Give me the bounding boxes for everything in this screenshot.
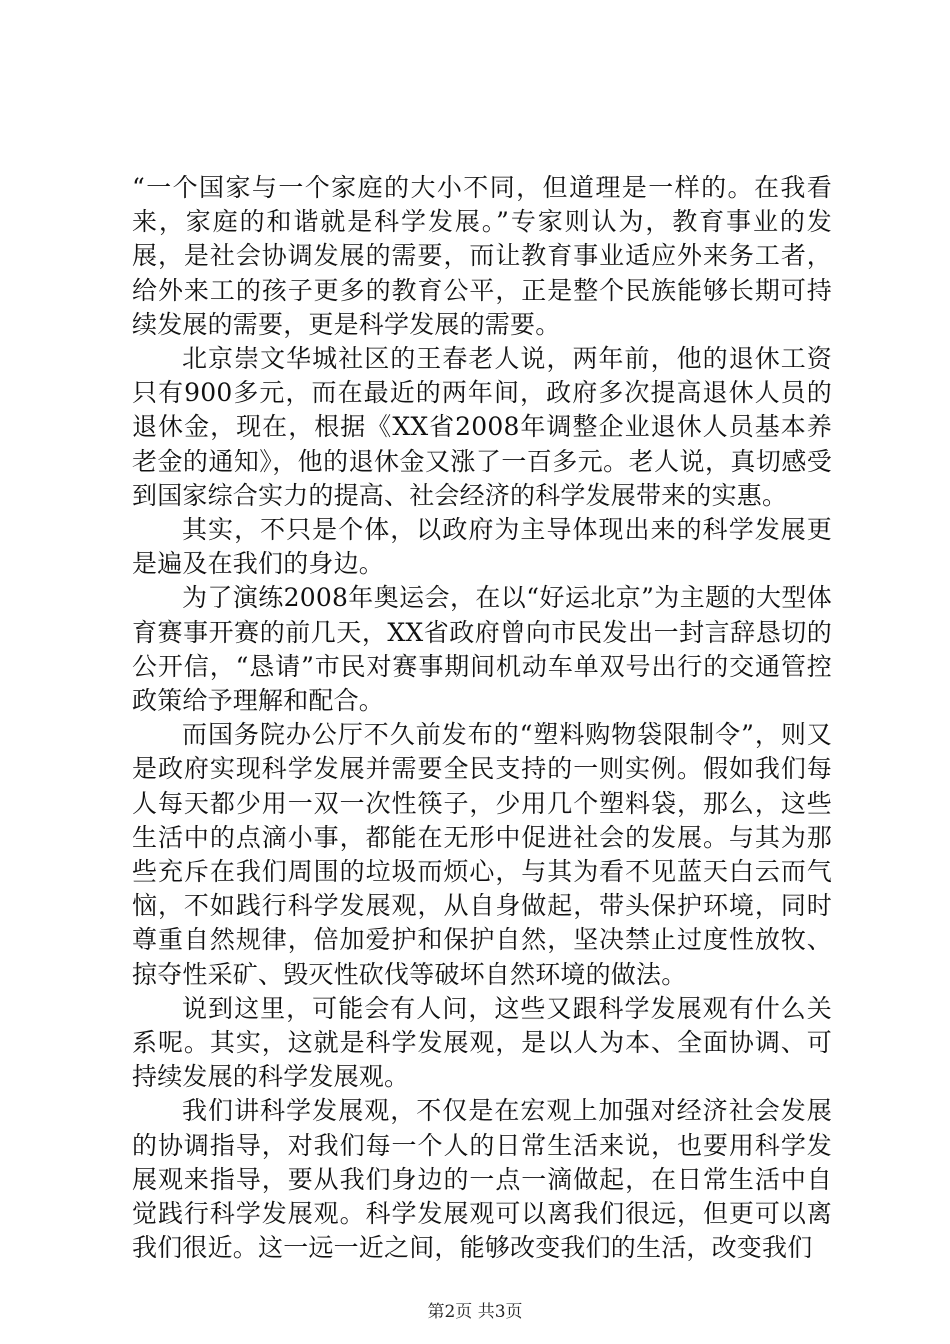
paragraph-4: 为了演练2008年奥运会，在以“好运北京”为主题的大型体育赛事开赛的前几天，XX省政府曾向市民发出一封言辞恳切的公开信，“恳请”市民对赛事期间机动车单双号出行的交通管控政策给予理解和配合。	[132, 583, 832, 716]
paragraph-6: 说到这里，可能会有人问，这些又跟科学发展观有什么关系呢。其实，这就是科学发展观，是以人为本、全面协调、可持续发展的科学发展观。	[132, 993, 832, 1092]
document-body	[132, 171, 832, 1266]
paragraph-2: 北京崇文华城社区的王春老人说，两年前，他的退休工资只有900多元，而在最近的两年间，政府多次提高退休人员的退休金，现在，根据《XX省2008年调整企业退休人员基本养老金的通知》，他的退休金又涨了一百多元。老人说，真切感受到国家综合实力的提高、社会经济的科学发展带来的实惠。	[132, 344, 832, 510]
paragraph-3: 其实，不只是个体，以政府为主导体现出来的科学发展更是遍及在我们的身边。	[132, 515, 832, 579]
paragraph-5: 而国务院办公厅不久前发布的“塑料购物袋限制令”，则又是政府实现科学发展并需要全民支持的一则实例。假如我们每人每天都少用一双一次性筷子，少用几个塑料袋，那么，这些生活中的点滴小事，都能在无形中促进社会的发展。与其为那些充斥在我们周围的垃圾而烦心，与其为看不见蓝天白云而气恼，不如践行科学发展观，从自身做起，带头保护环境，同时尊重自然规律，倍加爱护和保护自然，坚决禁止过度性放牧、掠夺性采矿、毁灭性砍伐等破坏自然环境的做法。	[132, 720, 832, 989]
paragraph-7: 我们讲科学发展观，不仅是在宏观上加强对经济社会发展的协调指导，对我们每一个人的日常生活来说，也要用科学发展观来指导，要从我们身边的一点一滴做起，在日常生活中自觉践行科学发展观。科学发展观可以离我们很远，但更可以离我们很近。这一远一近之间，能够改变我们的生活，改变我们	[132, 1096, 832, 1263]
page-number-footer: 第2页 共3页	[427, 1302, 523, 1322]
paragraph-1: “一个国家与一个家庭的大小不同，但道理是一样的。在我看来，家庭的和谐就是科学发展。”专家则认为，教育事业的发展，是社会协调发展的需要，而让教育事业适应外来务工者，给外来工的孩子更多的教育公平，正是整个民族能够长期可持续发展的需要，更是科学发展的需要。	[132, 173, 832, 339]
